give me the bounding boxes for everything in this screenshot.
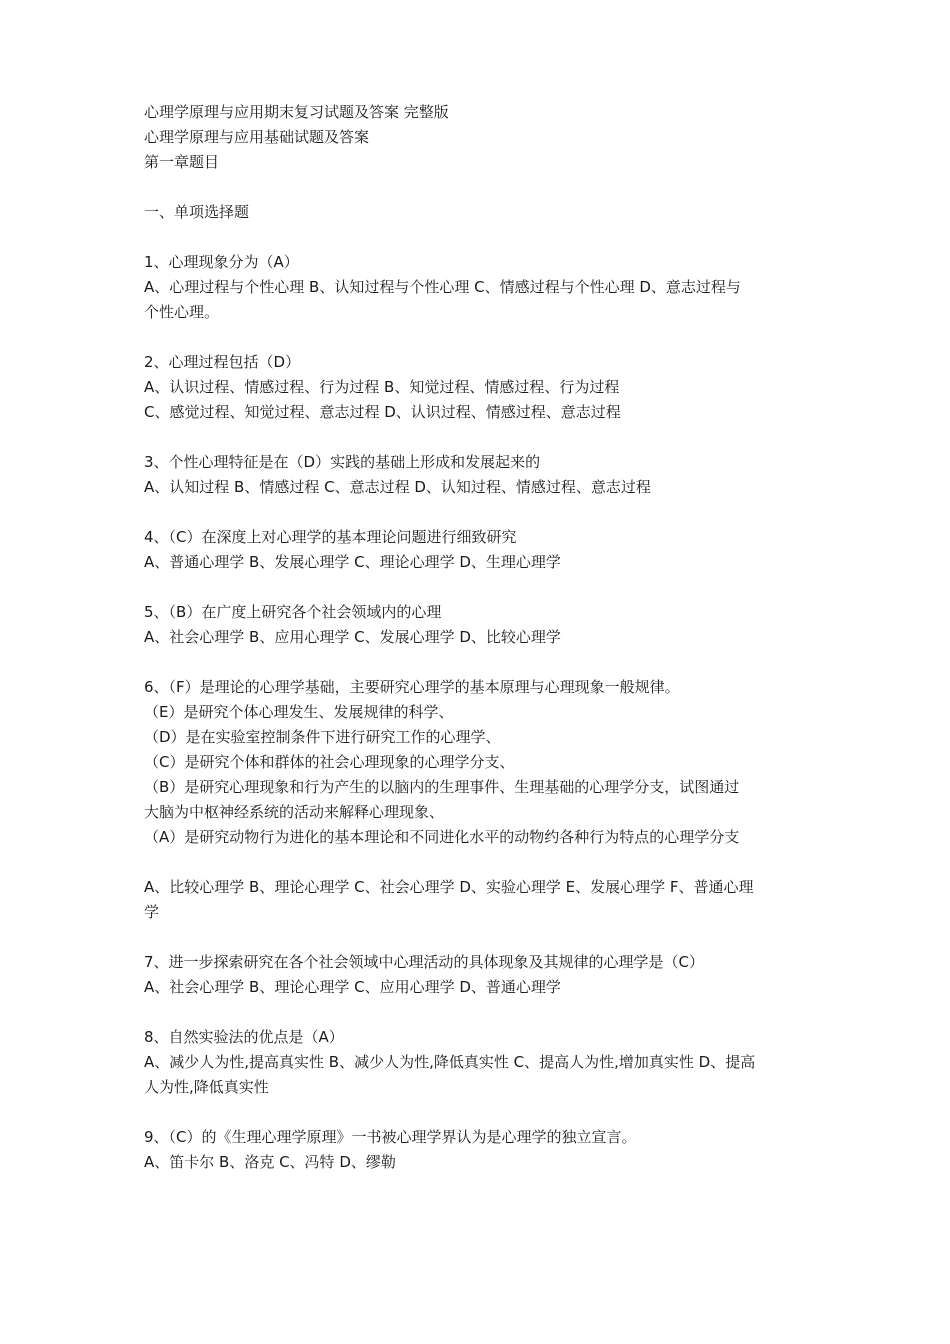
question-text: 7、进一步探索研究在各个社会领域中心理活动的具体现象及其规律的心理学是（C） [144,953,705,971]
answer-line: A、比较心理学 B、理论心理学 C、社会心理学 D、实验心理学 E、发展心理学 F、普通心理 [144,878,754,896]
spacer [144,925,820,950]
answer-line: （D）是在实验室控制条件下进行研究工作的心理学、 [144,728,501,746]
spacer [144,850,820,875]
question-block [144,350,820,450]
document-title: 心理学原理与应用期末复习试题及答案 完整版 [144,103,449,121]
question-text: 2、心理过程包括（D） [144,353,301,371]
question-block [144,1125,820,1175]
question-block [144,250,820,350]
answer-line: （A）是研究动物行为进化的基本理论和不同进化水平的动物约各种行为特点的心理学分支 [144,828,740,846]
question-text: 9、（C）的《生理心理学原理》一书被心理学界认为是心理学的独立宣言。 [144,1128,637,1146]
question-text: 4、（C）在深度上对心理学的基本理论问题进行细致研究 [144,528,517,546]
question-text: 1、心理现象分为（A） [144,253,299,271]
answer-line: （E）是研究个体心理发生、发展规律的科学、 [144,703,454,721]
answer-line: A、心理过程与个性心理 B、认知过程与个性心理 C、情感过程与个性心理 D、意志过程与 [144,278,741,296]
spacer [144,1100,820,1125]
spacer [144,325,820,350]
answer-line: A、减少人为性,提高真实性 B、减少人为性,降低真实性 C、提高人为性,增加真实性 D、提高 [144,1053,756,1071]
answer-line: A、笛卡尔 B、洛克 C、冯特 D、缪勒 [144,1153,396,1171]
question-block [144,950,820,1025]
question-text: 3、个性心理特征是在（D）实践的基础上形成和发展起来的 [144,453,541,471]
answer-line: A、社会心理学 B、应用心理学 C、发展心理学 D、比较心理学 [144,628,561,646]
question-block [144,600,820,675]
answer-line: 学 [144,903,160,921]
question-text: 6、（F）是理论的心理学基础，主要研究心理学的基本原理与心理现象一般规律。 [144,678,680,696]
spacer [144,650,820,675]
answer-line: A、社会心理学 B、理论心理学 C、应用心理学 D、普通心理学 [144,978,561,996]
answer-line: 大脑为中枢神经系统的活动来解释心理现象、 [144,803,445,821]
question-block [144,675,820,950]
question-text: 8、自然实验法的优点是（A） [144,1028,344,1046]
spacer [144,500,820,525]
answer-line: （B）是研究心理现象和行为产生的以脑内的生理事件、生理基础的心理学分支，试图通过 [144,778,740,796]
spacer [144,175,820,200]
spacer [144,225,820,250]
question-text: 5、（B）在广度上研究各个社会领域内的心理 [144,603,442,621]
spacer [144,1000,820,1025]
chapter-heading: 第一章题目 [144,153,220,171]
section-heading: 一、单项选择题 [144,203,250,221]
answer-line: （C）是研究个体和群体的社会心理现象的心理学分支、 [144,753,515,771]
answer-line: 个性心理。 [144,303,220,321]
document-subtitle: 心理学原理与应用基础试题及答案 [144,128,370,146]
question-block [144,1025,820,1125]
spacer [144,575,820,600]
spacer [144,425,820,450]
question-list [144,250,820,1175]
answer-line: C、感觉过程、知觉过程、意志过程 D、认识过程、情感过程、意志过程 [144,403,621,421]
answer-line: A、认识过程、情感过程、行为过程 B、知觉过程、情感过程、行为过程 [144,378,620,396]
question-block [144,525,820,600]
answer-line: 人为性,降低真实性 [144,1078,269,1096]
answer-line: A、普通心理学 B、发展心理学 C、理论心理学 D、生理心理学 [144,553,561,571]
answer-line: A、认知过程 B、情感过程 C、意志过程 D、认知过程、情感过程、意志过程 [144,478,651,496]
question-block [144,450,820,525]
